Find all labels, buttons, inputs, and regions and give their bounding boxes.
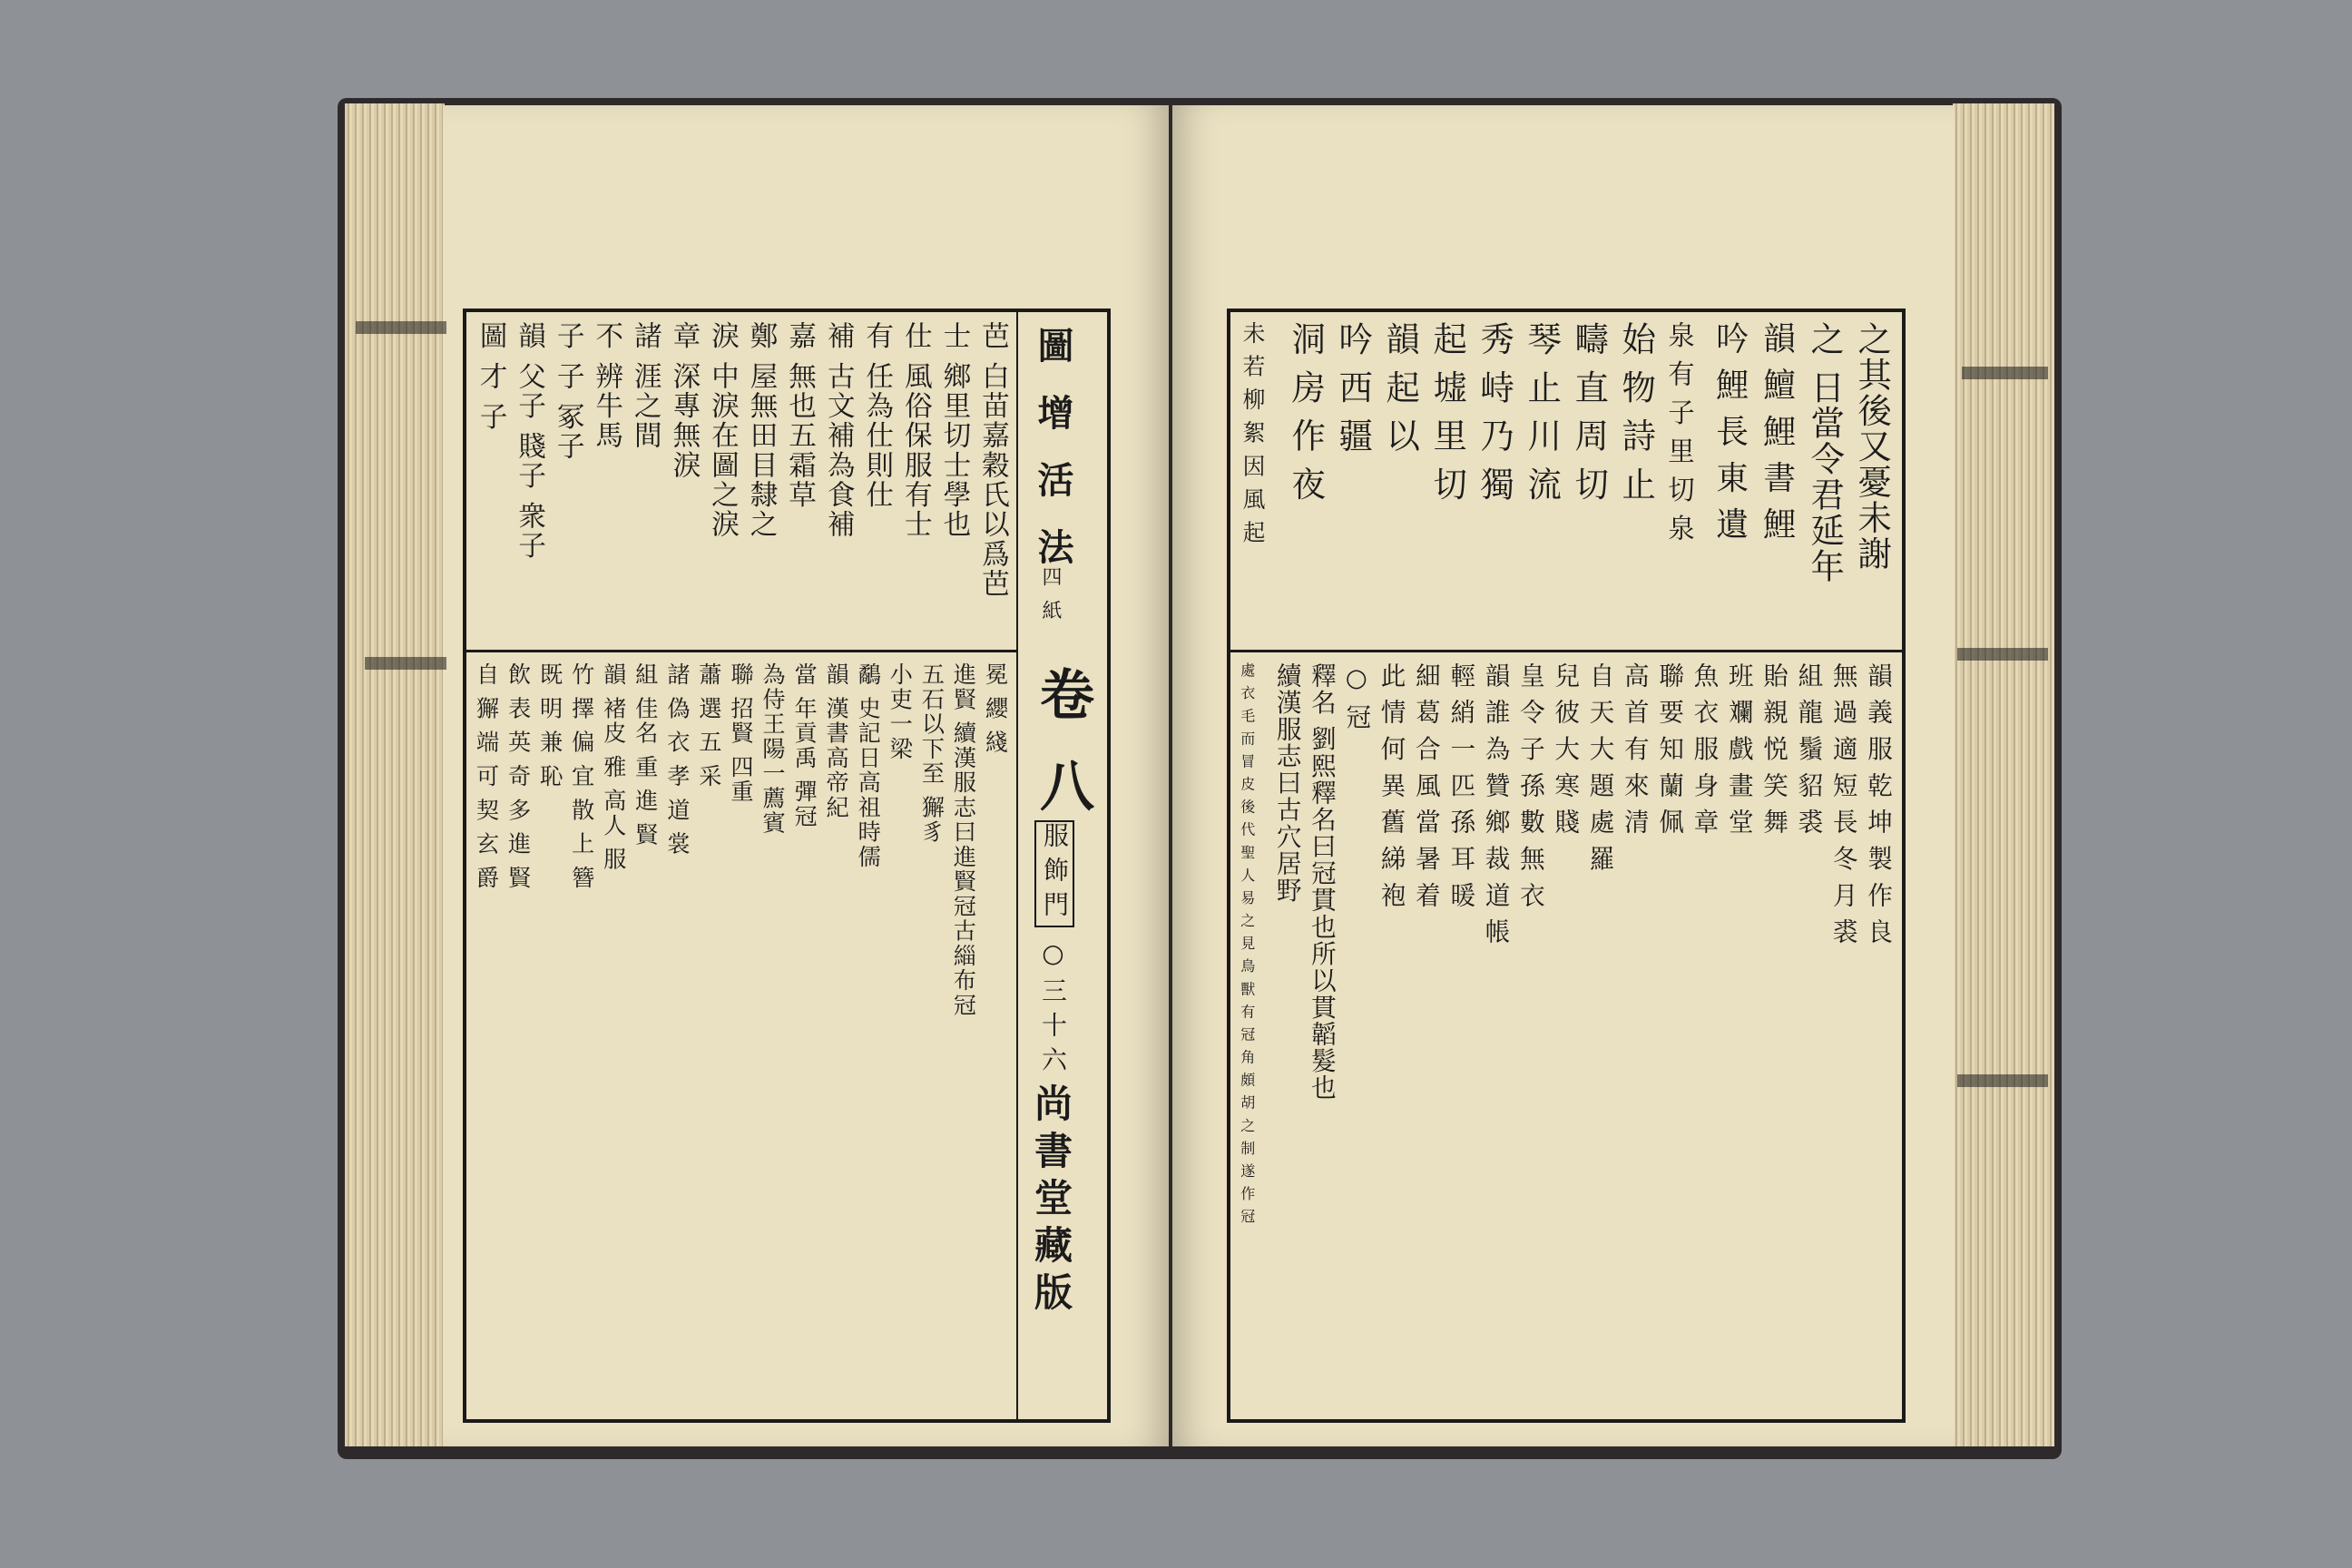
right-divider bbox=[1227, 650, 1902, 652]
text-column: 諸 偽 衣 孝 道 裳 bbox=[663, 662, 691, 857]
text-column: 輕 綃 一 匹 孫 耳 暖 bbox=[1446, 662, 1476, 909]
text-column: 之其後又憂未謝 bbox=[1852, 321, 1893, 573]
text-column: 泉 有 子 里 切 泉 bbox=[1664, 321, 1696, 544]
text-column: 蕭 選 五 采 bbox=[695, 662, 722, 789]
edge-tab bbox=[1962, 367, 2048, 379]
left-margin-title: 圖 增 活 法 bbox=[1032, 327, 1074, 573]
text-column: 洞 房 作 夜 bbox=[1286, 321, 1327, 503]
text-column: 皇 令 子 孫 數 無 衣 bbox=[1514, 662, 1545, 909]
text-column: 既 明 兼 恥 bbox=[536, 662, 564, 789]
text-column: 淚 中淚在圖之淚 bbox=[706, 321, 739, 540]
text-column: 士 鄉里切士學也 bbox=[937, 321, 970, 540]
text-column: 高 首 有 來 清 bbox=[1619, 662, 1650, 836]
edge-tab bbox=[356, 321, 446, 334]
text-column: 嘉 無也五霜草 bbox=[783, 321, 816, 510]
edge-tab bbox=[1957, 1074, 2048, 1087]
text-column: 起 墟 里 切 bbox=[1427, 321, 1468, 503]
text-column: 小吏一梁 bbox=[887, 662, 914, 761]
text-column: 自 天 大 題 處 羅 bbox=[1584, 662, 1615, 873]
text-column: ○ 冠 bbox=[1341, 662, 1372, 731]
text-column: 琴 止 川 流 bbox=[1522, 321, 1563, 503]
text-column: 韻 鱣 鯉 書 鯉 bbox=[1758, 321, 1796, 542]
right-page-edges bbox=[1953, 103, 2054, 1446]
text-column: 無 過 適 短 長 冬 月 裘 bbox=[1828, 662, 1858, 946]
left-margin-publisher: 尚書堂藏版 bbox=[1029, 1083, 1073, 1319]
text-column: 芭 白苗嘉穀氏以爲芭 bbox=[976, 321, 1009, 599]
text-column: 章 深專無淚 bbox=[667, 321, 700, 480]
edge-tab bbox=[365, 657, 446, 670]
text-column: 韻 義 服 乾 坤 製 作 良 bbox=[1863, 662, 1894, 946]
edge-tab bbox=[1957, 648, 2048, 661]
text-column: 為侍王陽一薦賓 bbox=[760, 662, 787, 836]
left-margin-section: 服飾門 bbox=[1034, 820, 1074, 927]
text-column: 續漢服志曰古穴居野 bbox=[1271, 662, 1302, 905]
text-column: 此 情 何 異 舊 綈 袍 bbox=[1376, 662, 1406, 909]
text-column: 諸 涯之間 bbox=[629, 321, 662, 451]
text-column: 始 物 詩 止 bbox=[1616, 321, 1657, 503]
text-column: 自 獬 端 可 契 玄 爵 bbox=[473, 662, 500, 890]
text-column: 聯 要 知 蘭 佩 bbox=[1654, 662, 1685, 836]
text-column: 冕 纓 綫 bbox=[982, 662, 1009, 755]
text-column: 處 衣 毛 而 冒 皮 後 代 聖 人 易 之 見 鳥 獸 有 冠 角 頗 胡 之 制 遂 作 冠 bbox=[1238, 662, 1256, 1226]
text-column: 兒 彼 大 寒 賤 bbox=[1550, 662, 1581, 836]
text-column: 鷸 史記日高祖時儒 bbox=[855, 662, 882, 869]
text-column: 班 斕 戲 畫 堂 bbox=[1723, 662, 1754, 836]
left-page-edges bbox=[345, 103, 445, 1446]
text-column: 聯 招賢 四重 bbox=[727, 662, 754, 805]
text-column: 進賢 續漢服志曰進賢冠古緇布冠 bbox=[950, 662, 977, 1018]
text-column: 韻 起 以 bbox=[1380, 321, 1421, 455]
text-column: 魚 衣 服 身 章 bbox=[1689, 662, 1720, 836]
text-column: 韻 褚皮 雅 高人 服 bbox=[600, 662, 627, 872]
left-divider bbox=[463, 650, 1016, 652]
left-margin-rule bbox=[1016, 309, 1018, 1419]
text-column: 之 日當令君延年 bbox=[1805, 321, 1846, 584]
text-column: 有 任為仕則仕 bbox=[860, 321, 893, 510]
left-margin-volume: 卷 八 bbox=[1031, 666, 1094, 821]
text-column: 組 龍 鬚 貂 裘 bbox=[1793, 662, 1824, 836]
text-column: 圖 才 子 bbox=[475, 321, 507, 432]
text-column: 不 辨牛馬 bbox=[590, 321, 622, 451]
text-column: 鄭 屋無田目隸之 bbox=[745, 321, 778, 540]
open-book bbox=[338, 94, 2062, 1465]
text-column: 補 古文補為食補 bbox=[822, 321, 855, 540]
text-column: 秀 峙 乃 獨 bbox=[1475, 321, 1515, 503]
text-column: 仕 風俗保服有士 bbox=[899, 321, 932, 540]
text-column: 組 佳名 重 進 賢 bbox=[632, 662, 659, 848]
text-column: 竹 擇 偏 宜 散 上 簪 bbox=[568, 662, 595, 890]
text-column: 貽 親 悦 笑 舞 bbox=[1759, 662, 1789, 836]
text-column: 子 子 冢子 bbox=[552, 321, 584, 462]
left-margin-count: 四 紙 bbox=[1039, 566, 1062, 623]
left-margin-page-number: ○三十六 bbox=[1038, 938, 1068, 1081]
text-column: 吟 西 疆 bbox=[1333, 321, 1374, 455]
text-column: 韻 漢書高帝紀 bbox=[823, 662, 850, 820]
text-column: 當 年貢禹 彈冠 bbox=[791, 662, 818, 829]
text-column: 細 葛 合 風 當 暑 着 bbox=[1410, 662, 1441, 909]
text-column: 釋名 劉熙釋名曰冠貫也所以貫韜髮也 bbox=[1306, 662, 1337, 1102]
text-column: 未 若 柳 絮 因 風 起 bbox=[1240, 321, 1267, 545]
text-column: 飲 表 英 奇 多 進 賢 bbox=[505, 662, 532, 890]
text-column: 韻 誰 為 贊 鄉 裁 道 帳 bbox=[1480, 662, 1511, 946]
text-column: 疇 直 周 切 bbox=[1569, 321, 1610, 503]
text-column: 韻 父子 賤子 衆子 bbox=[513, 321, 545, 561]
text-column: 吟 鯉 長 東 遺 bbox=[1710, 321, 1749, 542]
text-column: 五石以下至 獬豸 bbox=[918, 662, 946, 845]
